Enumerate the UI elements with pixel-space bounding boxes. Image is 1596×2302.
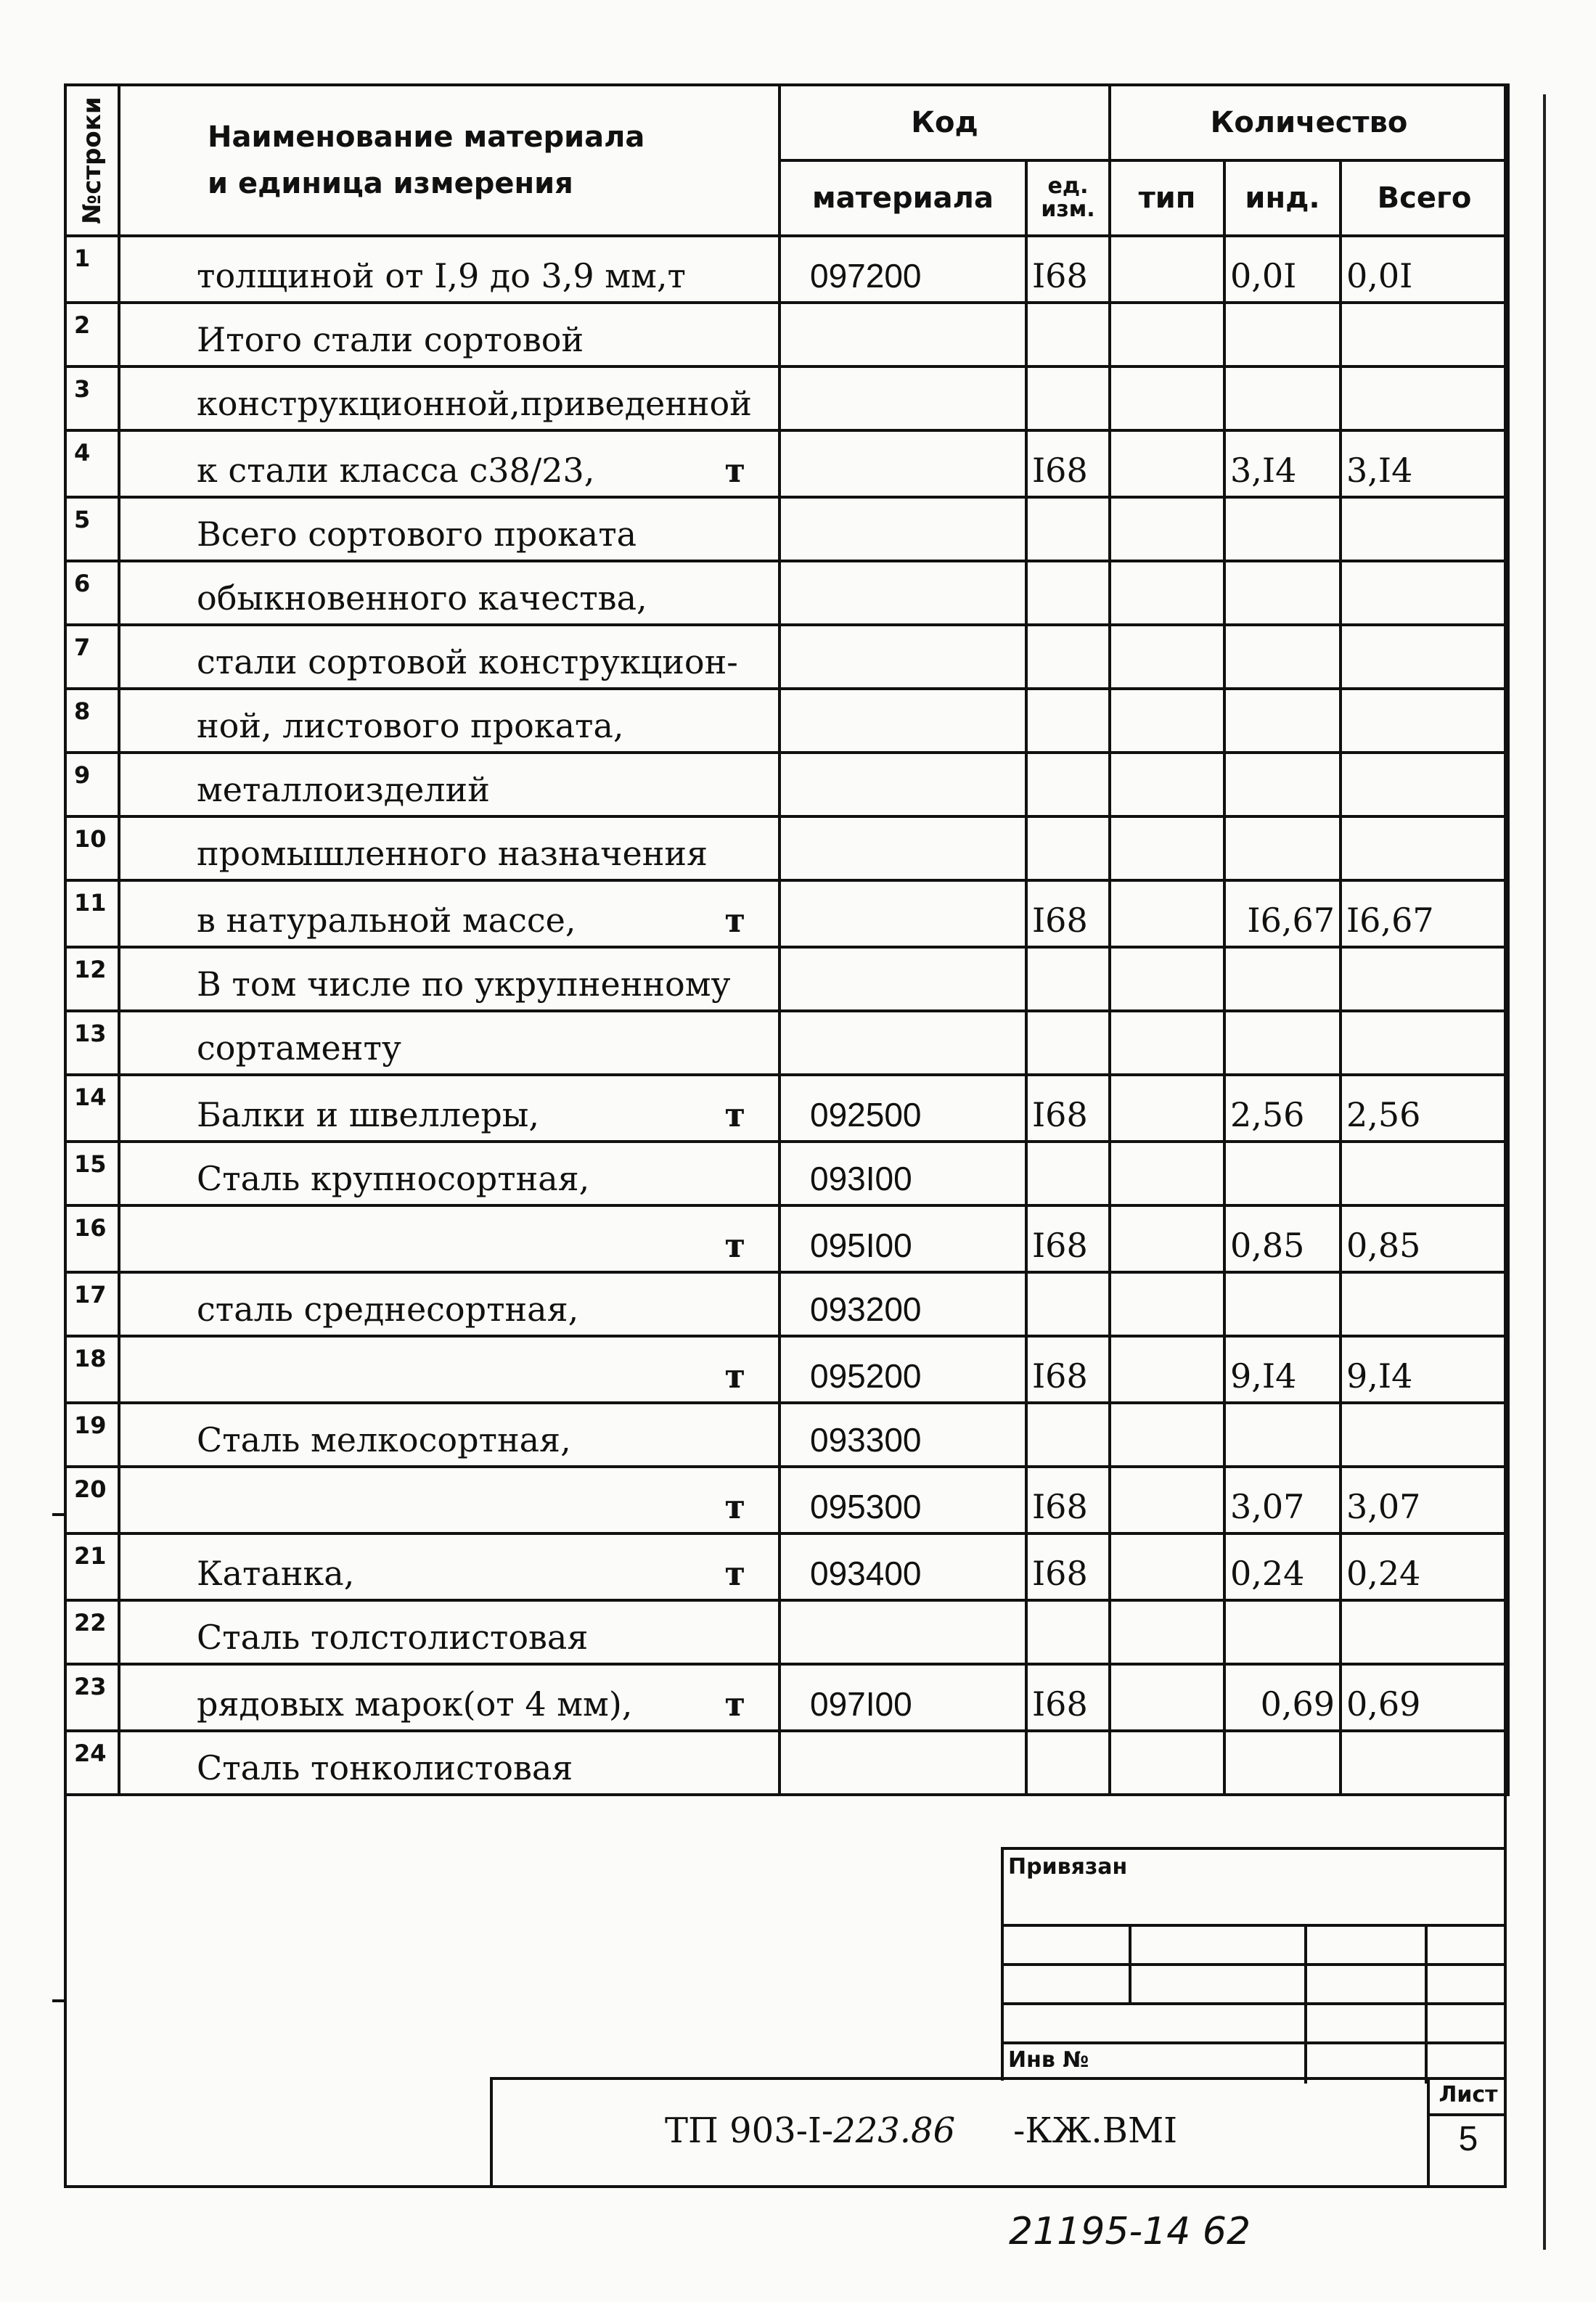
material-name	[119, 1533, 779, 1600]
qty-total: 0,24	[1341, 1533, 1508, 1600]
material-name	[119, 497, 779, 561]
qty-type	[1110, 1467, 1224, 1533]
material-name-text: ной, листового проката,	[197, 706, 624, 745]
qty-ind	[1224, 816, 1341, 880]
table-row	[65, 1272, 1508, 1336]
qty-type	[1110, 236, 1224, 303]
table-row	[65, 1533, 1508, 1600]
unit-code	[1026, 497, 1110, 561]
row-number-header: №строки	[65, 85, 119, 236]
material-name	[119, 1600, 779, 1664]
material-name-text: в натуральной массе,	[197, 901, 576, 940]
unit-label: т	[724, 1487, 745, 1526]
qty-type	[1110, 880, 1224, 947]
unit-code	[1026, 1731, 1110, 1795]
qty-type	[1110, 1205, 1224, 1272]
material-code: 095200	[779, 1336, 1026, 1403]
material-name	[119, 1403, 779, 1467]
table-row	[65, 561, 1508, 625]
qty-type	[1110, 947, 1224, 1011]
qty-ind	[1224, 1142, 1341, 1205]
row-number: 21	[65, 1533, 119, 1600]
qty-total	[1341, 1731, 1508, 1795]
material-name-text: конструкционной,приведенной	[197, 384, 752, 423]
code-material-header: материала	[779, 160, 1026, 236]
row-number: 10	[65, 816, 119, 880]
quantity-group-header: Количество	[1110, 85, 1508, 160]
row-number: 1	[65, 236, 119, 303]
table-row	[65, 816, 1508, 880]
qty-ind: 0,0I	[1224, 236, 1341, 303]
unit-label: т	[724, 1226, 745, 1265]
table-row	[65, 366, 1508, 430]
qty-total	[1341, 753, 1508, 816]
table-row	[65, 497, 1508, 561]
qty-total: 0,69	[1341, 1664, 1508, 1731]
qty-total	[1341, 1142, 1508, 1205]
material-name-text: металлоизделий	[197, 770, 490, 809]
qty-total	[1341, 1272, 1508, 1336]
row-number: 13	[65, 1011, 119, 1075]
row-number: 2	[65, 303, 119, 366]
qty-ind: 0,24	[1224, 1533, 1341, 1600]
qty-total: 3,07	[1341, 1467, 1508, 1533]
material-name	[119, 689, 779, 753]
qty-ind: 0,69	[1224, 1664, 1341, 1731]
unit-code	[1026, 689, 1110, 753]
material-code: 093I00	[779, 1142, 1026, 1205]
sheet-label: Лист	[1430, 2077, 1507, 2116]
unit-label: т	[724, 901, 745, 940]
unit-label: т	[724, 1554, 745, 1593]
unit-code: I68	[1026, 880, 1110, 947]
material-name	[119, 1142, 779, 1205]
table-row	[65, 1403, 1508, 1467]
qty-ind	[1224, 1600, 1341, 1664]
qty-total	[1341, 561, 1508, 625]
qty-type	[1110, 366, 1224, 430]
qty-total	[1341, 947, 1508, 1011]
qty-ind	[1224, 1272, 1341, 1336]
material-name	[119, 1075, 779, 1142]
material-name-text: сталь среднесортная,	[197, 1290, 579, 1329]
unit-code: I68	[1026, 1075, 1110, 1142]
row-number: 3	[65, 366, 119, 430]
qty-type	[1110, 816, 1224, 880]
table-row	[65, 1205, 1508, 1272]
sheet-number: 5	[1458, 2120, 1478, 2158]
material-name	[119, 1467, 779, 1533]
qty-ind	[1224, 625, 1341, 689]
material-code: 092500	[779, 1075, 1026, 1142]
material-name	[119, 753, 779, 816]
stamp-divider	[1004, 2002, 1507, 2005]
material-name	[119, 1272, 779, 1336]
material-code: 093400	[779, 1533, 1026, 1600]
unit-code	[1026, 753, 1110, 816]
qty-ind	[1224, 1011, 1341, 1075]
qty-ind	[1224, 689, 1341, 753]
material-name-text: Сталь мелкосортная,	[197, 1420, 571, 1459]
row-number: 17	[65, 1272, 119, 1336]
table-row	[65, 1600, 1508, 1664]
unit-code: I68	[1026, 1336, 1110, 1403]
row-number: 18	[65, 1336, 119, 1403]
table-row	[65, 1731, 1508, 1795]
material-code	[779, 753, 1026, 816]
row-number: 16	[65, 1205, 119, 1272]
table-row	[65, 1336, 1508, 1403]
unit-code: I68	[1026, 1467, 1110, 1533]
row-number: 23	[65, 1664, 119, 1731]
material-name-text: к стали класса с38/23,	[197, 451, 595, 490]
material-code	[779, 816, 1026, 880]
qty-ind: 2,56	[1224, 1075, 1341, 1142]
unit-code	[1026, 1142, 1110, 1205]
qty-total: 0,85	[1341, 1205, 1508, 1272]
material-code	[779, 1011, 1026, 1075]
material-name-text: Итого стали сортовой	[197, 320, 584, 359]
material-name	[119, 1336, 779, 1403]
row-number: 5	[65, 497, 119, 561]
table-row	[65, 753, 1508, 816]
qty-type	[1110, 1664, 1224, 1731]
material-name	[119, 816, 779, 880]
unit-label: т	[724, 451, 745, 490]
qty-ind	[1224, 1403, 1341, 1467]
row-number: 9	[65, 753, 119, 816]
unit-code	[1026, 816, 1110, 880]
qty-total	[1341, 625, 1508, 689]
binding-stamp	[1001, 1847, 1507, 2081]
qty-ind: 3,I4	[1224, 430, 1341, 497]
qty-type	[1110, 1533, 1224, 1600]
material-name-header: Наименование материала и единица измерения	[119, 85, 779, 236]
material-name-text: В том числе по укрупненному	[197, 964, 731, 1004]
qty-total	[1341, 1600, 1508, 1664]
table-row	[65, 1011, 1508, 1075]
table-row	[65, 1142, 1508, 1205]
material-name-text: толщиной от I,9 до 3,9 мм,т	[197, 256, 686, 295]
unit-label: т	[724, 1095, 745, 1134]
qty-ind: 3,07	[1224, 1467, 1341, 1533]
table-row	[65, 1467, 1508, 1533]
material-code	[779, 625, 1026, 689]
sheet-number-cell	[1427, 2077, 1507, 2188]
material-spec-table	[64, 83, 1510, 1796]
material-name	[119, 1731, 779, 1795]
material-code: 097200	[779, 236, 1026, 303]
qty-ind	[1224, 561, 1341, 625]
qty-total	[1341, 689, 1508, 753]
stamp-divider	[1129, 1924, 1131, 2005]
unit-code	[1026, 1403, 1110, 1467]
qty-type	[1110, 1731, 1224, 1795]
material-name-text: Балки и швеллеры,	[197, 1095, 539, 1134]
qty-ind: I6,67	[1224, 880, 1341, 947]
material-name	[119, 1011, 779, 1075]
code-group-header: Код	[779, 85, 1110, 160]
document-code: ТП 903-I-223.86 -КЖ.ВМI	[665, 2110, 1178, 2151]
row-number: 8	[65, 689, 119, 753]
table-row	[65, 1664, 1508, 1731]
material-name-text: Сталь толстолистовая	[197, 1618, 589, 1657]
material-name	[119, 236, 779, 303]
stamp-divider	[1004, 1924, 1507, 1927]
unit-code	[1026, 1272, 1110, 1336]
material-name	[119, 1205, 779, 1272]
material-code: 093300	[779, 1403, 1026, 1467]
qty-total-header: Всего	[1341, 160, 1508, 236]
material-code	[779, 947, 1026, 1011]
material-name-text: обыкновенного качества,	[197, 578, 647, 618]
material-code	[779, 561, 1026, 625]
qty-type	[1110, 497, 1224, 561]
stamp-divider	[1004, 1963, 1507, 1966]
material-code: 093200	[779, 1272, 1026, 1336]
material-code	[779, 366, 1026, 430]
code-unit-header: ед. изм.	[1026, 160, 1110, 236]
row-number: 15	[65, 1142, 119, 1205]
qty-total: 2,56	[1341, 1075, 1508, 1142]
unit-code	[1026, 625, 1110, 689]
material-code: 095I00	[779, 1205, 1026, 1272]
material-code	[779, 303, 1026, 366]
qty-total	[1341, 497, 1508, 561]
qty-total: 9,I4	[1341, 1336, 1508, 1403]
material-name	[119, 1664, 779, 1731]
table-row	[65, 430, 1508, 497]
material-code	[779, 497, 1026, 561]
unit-code	[1026, 947, 1110, 1011]
row-number: 20	[65, 1467, 119, 1533]
material-code	[779, 1731, 1026, 1795]
qty-total: 3,I4	[1341, 430, 1508, 497]
unit-label: т	[724, 1356, 745, 1396]
qty-total	[1341, 1403, 1508, 1467]
table-row	[65, 303, 1508, 366]
qty-type	[1110, 1272, 1224, 1336]
qty-total: 0,0I	[1341, 236, 1508, 303]
qty-type	[1110, 303, 1224, 366]
qty-type-header: тип	[1110, 160, 1224, 236]
row-number: 6	[65, 561, 119, 625]
qty-type	[1110, 1600, 1224, 1664]
qty-total	[1341, 1011, 1508, 1075]
unit-code	[1026, 561, 1110, 625]
stamp-divider	[1004, 2041, 1507, 2044]
material-name	[119, 625, 779, 689]
table-row	[65, 689, 1508, 753]
row-number: 22	[65, 1600, 119, 1664]
row-number: 14	[65, 1075, 119, 1142]
qty-type	[1110, 430, 1224, 497]
qty-ind	[1224, 753, 1341, 816]
table-row	[65, 625, 1508, 689]
qty-ind-header: инд.	[1224, 160, 1341, 236]
stamp-divider	[1304, 1924, 1307, 2084]
unit-code: I68	[1026, 1533, 1110, 1600]
material-name	[119, 366, 779, 430]
qty-ind	[1224, 366, 1341, 430]
unit-code	[1026, 1600, 1110, 1664]
qty-total: I6,67	[1341, 880, 1508, 947]
qty-type	[1110, 625, 1224, 689]
material-code: 097I00	[779, 1664, 1026, 1731]
table-row	[65, 947, 1508, 1011]
qty-total	[1341, 366, 1508, 430]
row-number: 24	[65, 1731, 119, 1795]
material-name-text: стали сортовой конструкцион-	[197, 642, 738, 681]
qty-ind: 9,I4	[1224, 1336, 1341, 1403]
unit-code: I68	[1026, 236, 1110, 303]
table-row	[65, 236, 1508, 303]
material-name	[119, 430, 779, 497]
qty-total	[1341, 816, 1508, 880]
linked-label: Привязан	[1008, 1854, 1128, 1880]
qty-type	[1110, 753, 1224, 816]
qty-type	[1110, 1011, 1224, 1075]
scan-edge-line	[1543, 94, 1546, 2250]
material-name-text: Всего сортового проката	[197, 515, 637, 554]
material-code	[779, 1600, 1026, 1664]
qty-ind	[1224, 303, 1341, 366]
unit-code	[1026, 1011, 1110, 1075]
unit-code: I68	[1026, 1205, 1110, 1272]
material-name	[119, 303, 779, 366]
material-name	[119, 880, 779, 947]
qty-type	[1110, 1336, 1224, 1403]
stamp-divider	[1425, 1924, 1428, 2084]
material-code	[779, 880, 1026, 947]
row-number: 7	[65, 625, 119, 689]
row-number: 12	[65, 947, 119, 1011]
material-name-text: промышленного назначения	[197, 834, 708, 873]
qty-type	[1110, 1403, 1224, 1467]
material-code: 095300	[779, 1467, 1026, 1533]
qty-type	[1110, 1142, 1224, 1205]
qty-type	[1110, 689, 1224, 753]
qty-type	[1110, 561, 1224, 625]
unit-code: I68	[1026, 1664, 1110, 1731]
qty-total	[1341, 303, 1508, 366]
material-name	[119, 947, 779, 1011]
unit-code: I68	[1026, 430, 1110, 497]
qty-ind	[1224, 497, 1341, 561]
handwritten-note: 21195-14 62	[1009, 2210, 1251, 2253]
material-name-text: сортаменту	[197, 1028, 401, 1068]
table-row	[65, 880, 1508, 947]
row-number: 19	[65, 1403, 119, 1467]
material-name-text: Сталь тонколистовая	[197, 1748, 573, 1787]
table-row	[65, 1075, 1508, 1142]
qty-ind: 0,85	[1224, 1205, 1341, 1272]
unit-code	[1026, 366, 1110, 430]
qty-ind	[1224, 947, 1341, 1011]
unit-label: т	[724, 1684, 745, 1724]
material-name	[119, 561, 779, 625]
material-name-text: Катанка,	[197, 1554, 355, 1593]
row-number: 11	[65, 880, 119, 947]
material-code	[779, 430, 1026, 497]
unit-code	[1026, 303, 1110, 366]
qty-type	[1110, 1075, 1224, 1142]
material-code	[779, 689, 1026, 753]
inventory-label: Инв №	[1008, 2047, 1089, 2073]
qty-ind	[1224, 1731, 1341, 1795]
material-name-text: Сталь крупносортная,	[197, 1159, 590, 1198]
material-name-text: рядовых марок(от 4 мм),	[197, 1684, 633, 1724]
row-number: 4	[65, 430, 119, 497]
